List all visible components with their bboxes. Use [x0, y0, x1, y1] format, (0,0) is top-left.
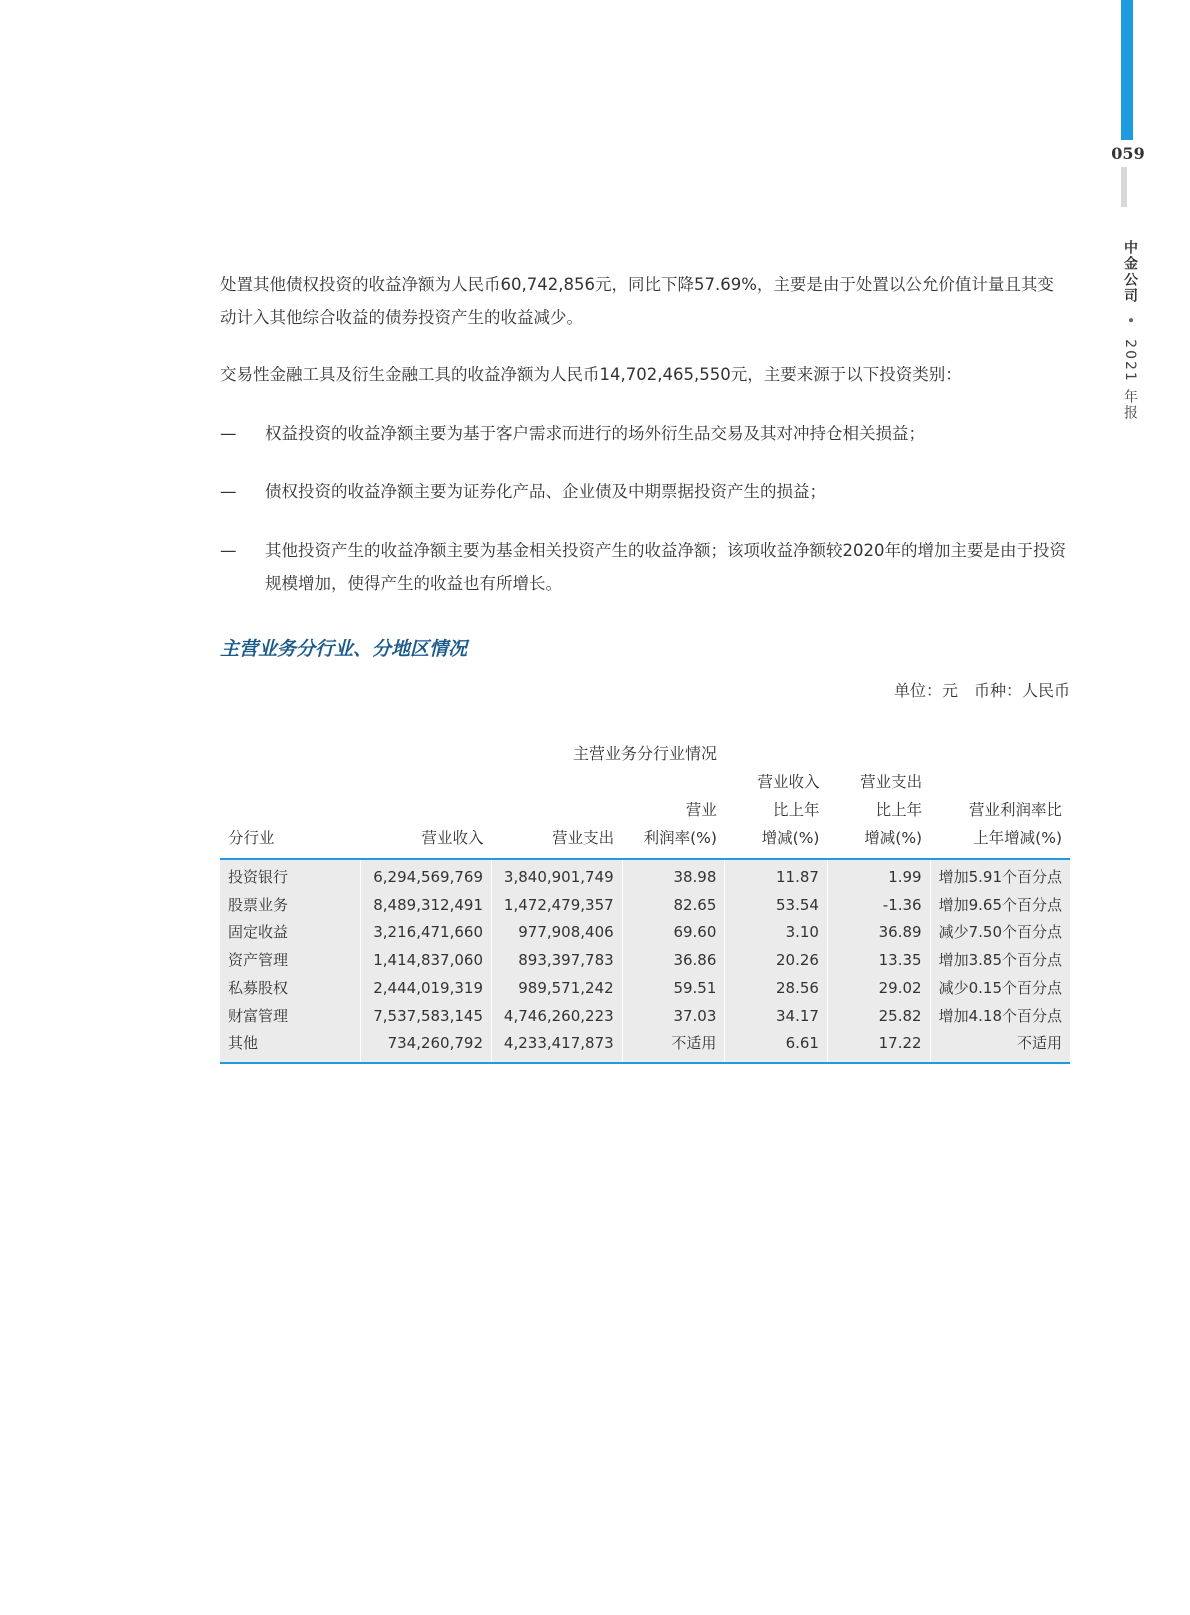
- table-cell: 1.99: [827, 859, 930, 892]
- table-cell: 36.89: [827, 919, 930, 947]
- table-row: [220, 1030, 1070, 1062]
- table-row: [220, 975, 1070, 1003]
- table-cell: 增加4.18个百分点: [930, 1003, 1070, 1031]
- industry-table: [220, 740, 1070, 1062]
- bullet-dash: —: [220, 482, 237, 501]
- side-label-company: 中金公司: [1122, 240, 1138, 304]
- col-header: 营业 利润率(%): [643, 801, 717, 847]
- table-cell: 1,472,479,357: [492, 892, 623, 920]
- table-cell: 69.60: [622, 919, 725, 947]
- table-cell: 25.82: [827, 1003, 930, 1031]
- table-cell: 29.02: [827, 975, 930, 1003]
- side-label: [1110, 240, 1140, 421]
- table-cell: 7,537,583,145: [361, 1003, 492, 1031]
- table-cell: 989,571,242: [492, 975, 623, 1003]
- table-cell: 734,260,792: [361, 1030, 492, 1062]
- table-cell: 6.61: [725, 1030, 828, 1062]
- table-row: [220, 947, 1070, 975]
- table-cell: 投资银行: [220, 859, 361, 892]
- table-cell: 59.51: [622, 975, 725, 1003]
- col-header: 营业利润率比 上年增减(%): [968, 801, 1062, 847]
- bullet-text: 债权投资的收益净额主要为证券化产品、企业债及中期票据投资产生的损益；: [265, 482, 826, 501]
- table-cell: 固定收益: [220, 919, 361, 947]
- table-cell: 增加3.85个百分点: [930, 947, 1070, 975]
- table-cell: 37.03: [622, 1003, 725, 1031]
- bullet-text: 其他投资产生的收益净额主要为基金相关投资产生的收益净额；该项收益净额较2020年的增加主要是由于投资规模增加，使得产生的收益也有所增长。: [265, 541, 1066, 593]
- table-cell: 不适用: [622, 1030, 725, 1062]
- table-cell: 38.98: [622, 859, 725, 892]
- table-cell: 股票业务: [220, 892, 361, 920]
- table-cell: 其他: [220, 1030, 361, 1062]
- table-cell: 11.87: [725, 859, 828, 892]
- bullet-dash: —: [220, 541, 237, 560]
- table-row: [220, 1003, 1070, 1031]
- col-header: 营业支出: [552, 829, 615, 847]
- table-cell: 28.56: [725, 975, 828, 1003]
- table-cell: 4,233,417,873: [492, 1030, 623, 1062]
- paragraph-trading-income: 交易性金融工具及衍生金融工具的收益净额为人民币14,702,465,550元，主要来源于以下投资类别：: [220, 365, 962, 384]
- table-body: [220, 859, 1070, 1062]
- unit-note: 单位：元 币种：人民币: [893, 681, 1070, 700]
- table-row: [220, 859, 1070, 892]
- col-header: 营业支出 比上年 增减(%): [860, 773, 923, 847]
- table-cell: 893,397,783: [492, 947, 623, 975]
- table-cell: 不适用: [930, 1030, 1070, 1062]
- side-label-separator: •: [1122, 316, 1138, 327]
- table-cell: 3.10: [725, 919, 828, 947]
- table-cell: 53.54: [725, 892, 828, 920]
- table-cell: 2,444,019,319: [361, 975, 492, 1003]
- col-header: 营业收入 比上年 增减(%): [757, 773, 820, 847]
- page-marker-bar: [1121, 167, 1127, 207]
- table-cell: 977,908,406: [492, 919, 623, 947]
- table-row: [220, 892, 1070, 920]
- table-cell: 1,414,837,060: [361, 947, 492, 975]
- table-cell: 20.26: [725, 947, 828, 975]
- table-cell: 4,746,260,223: [492, 1003, 623, 1031]
- table-cell: 增加9.65个百分点: [930, 892, 1070, 920]
- table-header-row: [220, 768, 1070, 859]
- table-cell: 36.86: [622, 947, 725, 975]
- table-cell: 私募股权: [220, 975, 361, 1003]
- col-header: 分行业: [228, 829, 275, 847]
- table-cell: 减少7.50个百分点: [930, 919, 1070, 947]
- page-accent-bar: [1121, 0, 1133, 140]
- table-cell: 17.22: [827, 1030, 930, 1062]
- side-label-report: 2021 年报: [1122, 339, 1138, 422]
- table-bottom-rule: [220, 1062, 1070, 1064]
- table-cell: 减少0.15个百分点: [930, 975, 1070, 1003]
- table-cell: 财富管理: [220, 1003, 361, 1031]
- table-row: [220, 919, 1070, 947]
- table-cell: 8,489,312,491: [361, 892, 492, 920]
- table-caption: 主营业务分行业情况: [572, 743, 717, 763]
- table-cell: 3,840,901,749: [492, 859, 623, 892]
- table-cell: 6,294,569,769: [361, 859, 492, 892]
- table-cell: 增加5.91个百分点: [930, 859, 1070, 892]
- table-cell: 13.35: [827, 947, 930, 975]
- table-cell: 82.65: [622, 892, 725, 920]
- table-cell: 资产管理: [220, 947, 361, 975]
- bullet-text: 权益投资的收益净额主要为基于客户需求而进行的场外衍生品交易及其对冲持仓相关损益；: [265, 424, 925, 443]
- col-header: 营业收入: [421, 829, 484, 847]
- table-cell: -1.36: [827, 892, 930, 920]
- section-title: 主营业务分行业、分地区情况: [220, 638, 468, 660]
- bullet-dash: —: [220, 424, 237, 443]
- page-number: 059: [1111, 144, 1145, 163]
- table-cell: 3,216,471,660: [361, 919, 492, 947]
- table-cell: 34.17: [725, 1003, 828, 1031]
- paragraph-disposal-income: 处置其他债权投资的收益净额为人民币60,742,856元，同比下降57.69%，主要是由于处置以公允价值计量且其变动计入其他综合收益的债券投资产生的收益减少。: [220, 275, 1054, 327]
